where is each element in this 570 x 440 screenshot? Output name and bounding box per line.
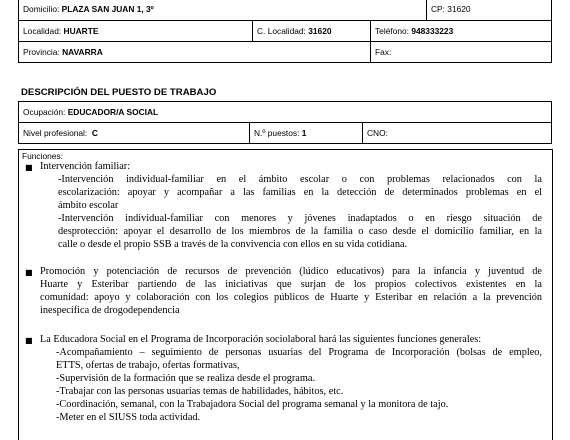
ocupacion-cell [19, 102, 552, 123]
nivel-value: C [91, 128, 98, 138]
nivel-row [19, 123, 552, 144]
b3-line: ETTS, ofertas de trabajo, ofertas formativas, [56, 360, 240, 371]
ocupacion-label: Ocupación: [23, 107, 66, 117]
domicilio-value: PLAZA SAN JUAN 1, 3º [61, 3, 154, 14]
cp-value: 31620 [447, 3, 471, 14]
provincia-value: NAVARRA [62, 47, 103, 57]
domicilio-cell [19, 0, 427, 21]
b3-line: -Supervisión de la formación que se realiza desde el programa. [56, 373, 316, 384]
b2-line: Huarte y Esteribar partiendo de las iniciativas que surjan de los propios colectivos existentes en la [40, 279, 542, 290]
telefono-cell [371, 21, 552, 42]
cno-cell [363, 123, 552, 144]
ocupacion-value: EDUCADOR/A SOCIAL [67, 107, 159, 117]
fax-label: Fax: [375, 47, 392, 57]
cp-label: CP: [431, 3, 445, 14]
puestos-value: 1 [301, 128, 307, 138]
c-localidad-cell [253, 21, 371, 42]
address-row-2 [19, 21, 552, 42]
nivel-cell [19, 123, 250, 144]
job-table [18, 101, 552, 144]
b2-line: Promoción y potenciación de recursos de prevención (lúdico educativos) para la infancia y juventud de [40, 266, 542, 277]
puestos-cell [250, 123, 363, 144]
cno-label: CNO: [367, 128, 388, 138]
fax-cell [371, 42, 552, 63]
localidad-cell [19, 21, 253, 42]
section-title: DESCRIPCIÓN DEL PUESTO DE TRABAJO [21, 87, 217, 98]
bullet-icon: ■ [25, 336, 33, 345]
b1-line: ámbito escolar [58, 200, 119, 211]
domicilio-label: Domicilio: [23, 3, 60, 14]
b3-line: -Trabajar con las personas usuarias temas de habilidades, hábitos, etc. [56, 386, 344, 397]
cp-cell [427, 0, 552, 21]
localidad-value: HUARTE [63, 26, 99, 36]
provincia-cell [19, 42, 371, 63]
b1-line: escolarización: apoyar y acompañar a las familias en la detección de determinados problemas en el [58, 187, 542, 198]
ocupacion-row [19, 102, 552, 123]
b1-title: Intervención familiar: [40, 161, 131, 172]
localidad-label: Localidad: [23, 26, 62, 36]
b2-line: comunidad: apoyo y colaboración con los colegios públicos de Huarte y Esteribar en relación a la prevención [40, 292, 542, 303]
telefono-value: 948333223 [411, 26, 454, 36]
c-localidad-label: C. Localidad: [257, 26, 306, 36]
b3-line: -Meter en el SIUSS toda actividad. [56, 412, 201, 423]
b1-line: -Intervención individual-familiar en el ámbito escolar o con problemas relacionados con la [58, 174, 542, 185]
b3-line: -Acompañamiento – seguimiento de personas usuarias del Programa de Incorporación (bolsas de empleo, [56, 347, 542, 358]
b1-line: -Intervención individual-familiar con menores y jóvenes inadaptados o en riesgo situación de [58, 213, 542, 224]
b1-line: calle o desde el propio SSB a través de la convivencia con ellos en su vida cotidiana. [58, 239, 408, 250]
address-row-3 [19, 42, 552, 63]
b3-line: -Coordinación, semanal, con la Trabajadora Social del programa semanal y la monitora de tajo. [56, 399, 449, 410]
b3-line: La Educadora Social en el Programa de Incorporación sociolaboral hará las siguientes funciones generales: [40, 334, 482, 345]
nivel-label: Nivel profesional: [23, 128, 88, 138]
c-localidad-value: 31620 [308, 26, 332, 36]
address-table [18, 0, 552, 63]
functions-label: Funciones: [22, 151, 63, 161]
bullet-icon: ■ [25, 163, 33, 172]
bullet-icon: ■ [25, 268, 33, 277]
telefono-label: Teléfono: [375, 26, 409, 36]
puestos-label: N.º puestos: [254, 128, 300, 138]
provincia-label: Provincia: [23, 47, 60, 57]
b2-line: inespecífica de drogodependencia [40, 305, 180, 316]
b1-line: desprotección: apoyar el desarrollo de los miembros de la familia o caso desde el domicilio familiar, en la [58, 226, 542, 237]
address-row-1 [19, 0, 552, 21]
